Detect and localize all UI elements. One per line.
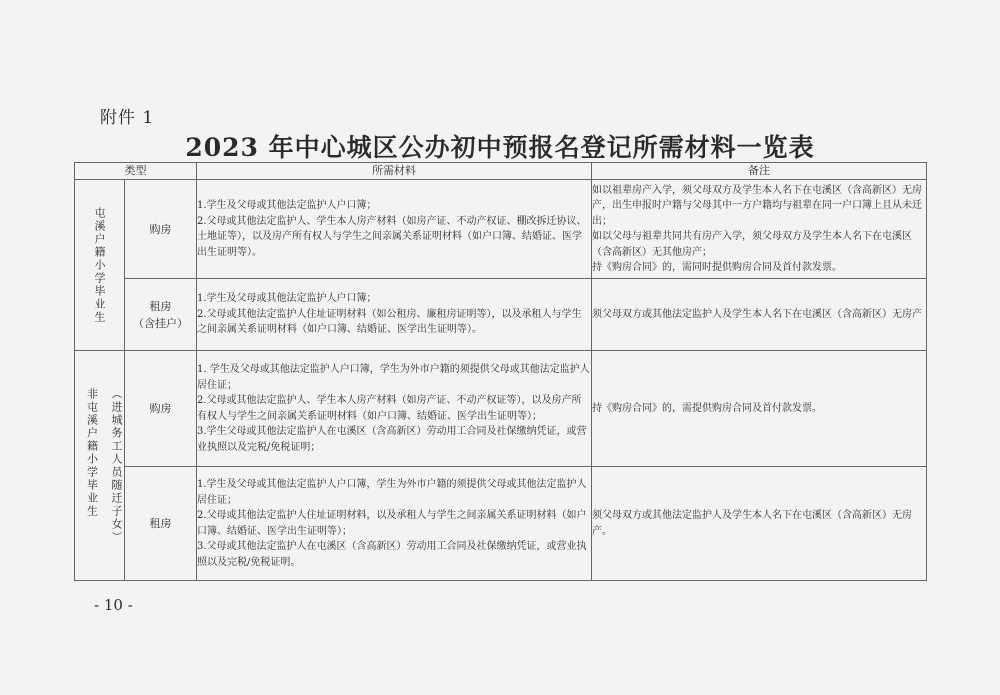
- annex-label: 附件 1: [100, 108, 155, 128]
- header-materials: 所需材料: [197, 163, 592, 180]
- table-row: [75, 351, 927, 467]
- group-cell-local: [75, 180, 125, 351]
- material-item: 2.父母或其他法定监护人、学生本人房产材料（如房产证、不动产权证等），以及房产所有权人与学生之间亲属关系证明材料（如户口簿、结婚证、医学出生证明等）；: [197, 395, 582, 422]
- note-item: 持《购房合同》的，需提供购房合同及首付款发票。: [592, 402, 822, 414]
- material-item: 1.学生及父母或其他法定监护人户口簿；: [197, 293, 377, 305]
- subtype-buy: 购房: [125, 351, 197, 467]
- material-item: 2.父母或其他法定监护人、学生本人房产材料（如房产证、不动产权证、棚改拆迁协议、土地证等），以及房产所有权人与学生之间亲属关系证明材料（如户口簿、结婚证、医学出生证明等）。: [197, 215, 587, 258]
- notes-cell: [592, 279, 927, 351]
- group-cell-nonlocal: [75, 351, 125, 581]
- page-number: - 10 -: [94, 596, 133, 614]
- materials-cell: [197, 351, 592, 467]
- note-item: 如以父母与祖辈共同共有房产入学，须父母双方及学生本人名下在屯溪区（含高新区）无其他房产；: [592, 231, 912, 258]
- note-item: 如以祖辈房产入学，须父母双方及学生本人名下在屯溪区（含高新区）无房产，出生申报时户籍与父母其中一方户籍均与祖辈在同一户口簿上且从未迁出；: [592, 184, 922, 227]
- note-item: 须父母双方或其他法定监护人及学生本人名下在屯溪区（含高新区）无房产。: [592, 510, 912, 537]
- group-label-nonlocal: 非屯溪户籍小学毕业生: [85, 387, 99, 518]
- notes-cell: [592, 467, 927, 581]
- table-row: [75, 467, 927, 581]
- notes-cell: [592, 180, 927, 279]
- group-sublabel-nonlocal: （进城务工人员随迁子女）: [110, 387, 123, 544]
- material-item: 1. 学生及父母或其他法定监护人户口簿，学生为外市户籍的须提供父母或其他法定监护人居住证；: [197, 364, 590, 391]
- materials-cell: [197, 279, 592, 351]
- group-label-local: 屯溪户籍小学毕业生: [93, 206, 106, 324]
- material-item: 3.学生父母或其他法定监护人在屯溪区（含高新区）劳动用工合同及社保缴纳凭证，或营业执照以及完税/免税证明；: [197, 426, 587, 453]
- note-item: 须父母双方或其他法定监护人及学生本人名下在屯溪区（含高新区）无房产: [592, 308, 922, 320]
- materials-cell: [197, 467, 592, 581]
- subtype-buy: 购房: [125, 180, 197, 279]
- note-item: 持《购房合同》的，需同时提供购房合同及首付款发票。: [592, 262, 842, 273]
- material-item: 2.父母或其他法定监护人住址证明材料，以及承租人与学生之间亲属关系证明材料（如户口簿、结婚证、医学出生证明等）；: [197, 510, 587, 537]
- document-title: 2023 年中心城区公办初中预报名登记所需材料一览表: [185, 133, 815, 162]
- material-item: 1.学生及父母或其他法定监护人户口簿；: [197, 200, 377, 211]
- subtype-rent: [125, 279, 197, 351]
- material-item: 1.学生及父母或其他法定监护人户口簿，学生为外市户籍的须提供父母或其他法定监护人居住证；: [197, 479, 587, 506]
- subtype-rent-line2: （含挂户）: [133, 316, 188, 330]
- header-row: [75, 163, 927, 180]
- table-row: [75, 279, 927, 351]
- material-item: 2.父母或其他法定监护人住址证明材料（如公租房、廉租房证明等），以及承租人与学生之间亲属关系证明材料（如户口簿、结婚证、医学出生证明等）。: [197, 308, 582, 336]
- header-notes: 备注: [592, 163, 927, 180]
- subtype-rent: 租房: [125, 467, 197, 581]
- header-type: 类型: [75, 163, 197, 180]
- subtype-rent-line1: 租房: [149, 299, 172, 313]
- materials-table: [74, 162, 927, 581]
- notes-cell: [592, 351, 927, 467]
- table-row: [75, 180, 927, 279]
- material-item: 3.父母或其他法定监护人在屯溪区（含高新区）劳动用工合同及社保缴纳凭证，或营业执照以及完税/免税证明。: [197, 541, 587, 568]
- materials-cell: [197, 180, 592, 279]
